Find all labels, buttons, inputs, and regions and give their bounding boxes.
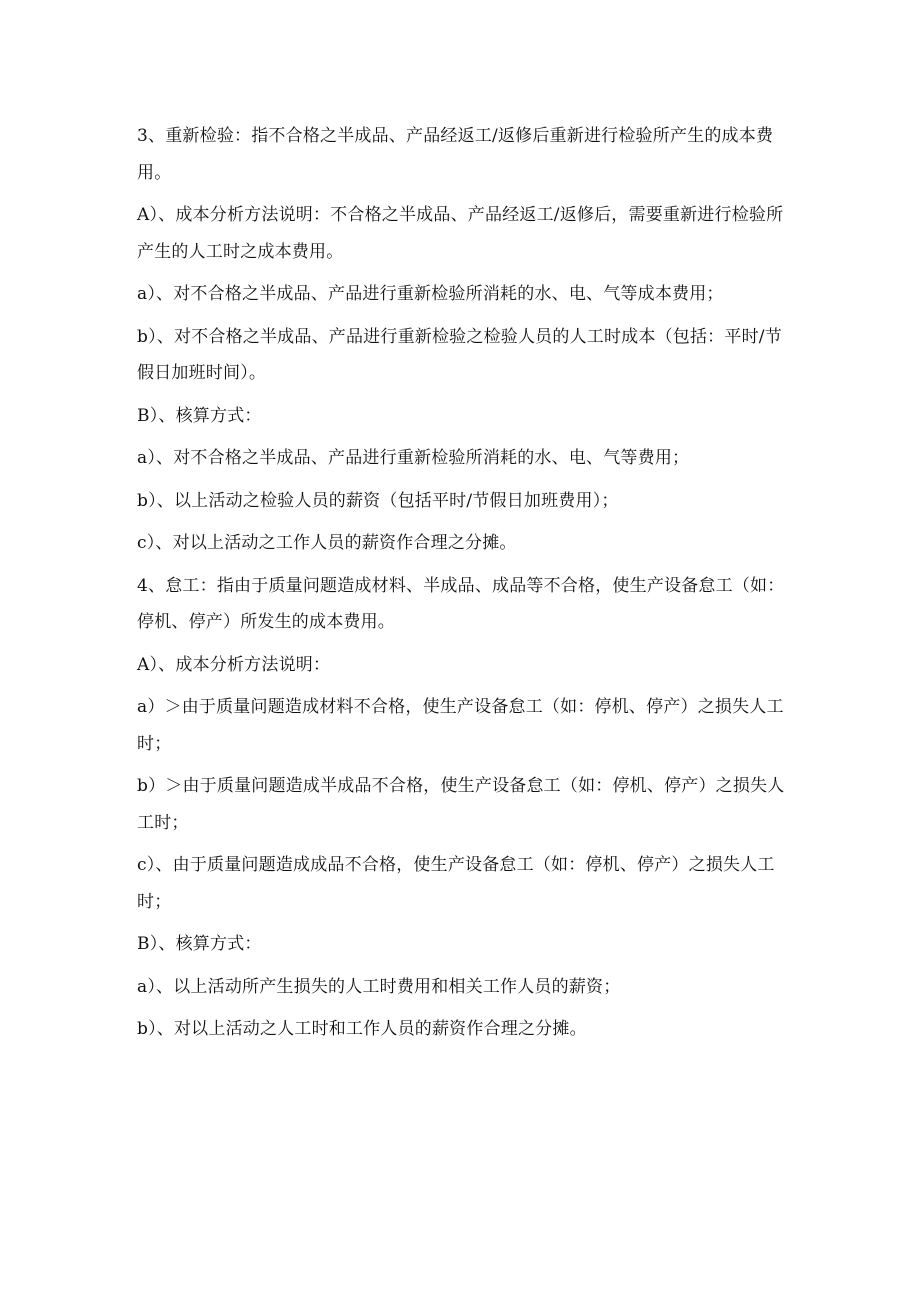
paragraph-section-3-heading: 3、重新检验：指不合格之半成品、产品经返工/返修后重新进行检验所产生的成本费用。	[137, 126, 774, 183]
paragraph-3A-analysis-method: A）、成本分析方法说明：不合格之半成品、产品经返工/返修后，需要重新进行检验所产生的人工时之成本费用。	[137, 205, 784, 262]
paragraph-3B-accounting-method: B）、核算方式：	[137, 405, 262, 426]
paragraph-3B-c: c）、对以上活动之工作人员的薪资作合理之分摊。	[137, 533, 517, 553]
paragraph-4A-c: c）、由于质量问题造成成品不合格，使生产设备怠工（如：停机、停产）之损失人工时；	[137, 855, 775, 912]
paragraph-3A-b: b）、对不合格之半成品、产品进行重新检验之检验人员的人工时成本（包括：平时/节假日加班时间）。	[137, 326, 782, 383]
document-body	[137, 118, 787, 1054]
paragraph-4A-analysis-method: A）、成本分析方法说明：	[137, 654, 331, 675]
paragraph-4B-accounting-method: B）、核算方式：	[137, 934, 262, 954]
paragraph-4B-b: b）、对以上活动之人工时和工作人员的薪资作合理之分摊。	[137, 1019, 587, 1039]
paragraph-4A-a: a）＞由于质量问题造成材料不合格，使生产设备怠工（如：停机、停产）之损失人工时；	[137, 697, 784, 754]
paragraph-3A-a: a）、对不合格之半成品、产品进行重新检验所消耗的水、电、气等成本费用；	[137, 284, 724, 304]
paragraph-3B-a: a）、对不合格之半成品、产品进行重新检验所消耗的水、电、气等费用；	[137, 448, 690, 468]
paragraph-section-4-heading: 4、怠工：指由于质量问题造成材料、半成品、成品等不合格，使生产设备怠工（如：停机、停产）所发生的成本费用。	[137, 575, 785, 632]
paragraph-4B-a: a）、以上活动所产生损失的人工时费用和相关工作人员的薪资；	[137, 976, 621, 997]
paragraph-3B-b: b）、以上活动之检验人员的薪资（包括平时/节假日加班费用）；	[137, 490, 619, 511]
paragraph-4A-b: b）＞由于质量问题造成半成品不合格，使生产设备怠工（如：停机、停产）之损失人工时；	[137, 776, 785, 833]
